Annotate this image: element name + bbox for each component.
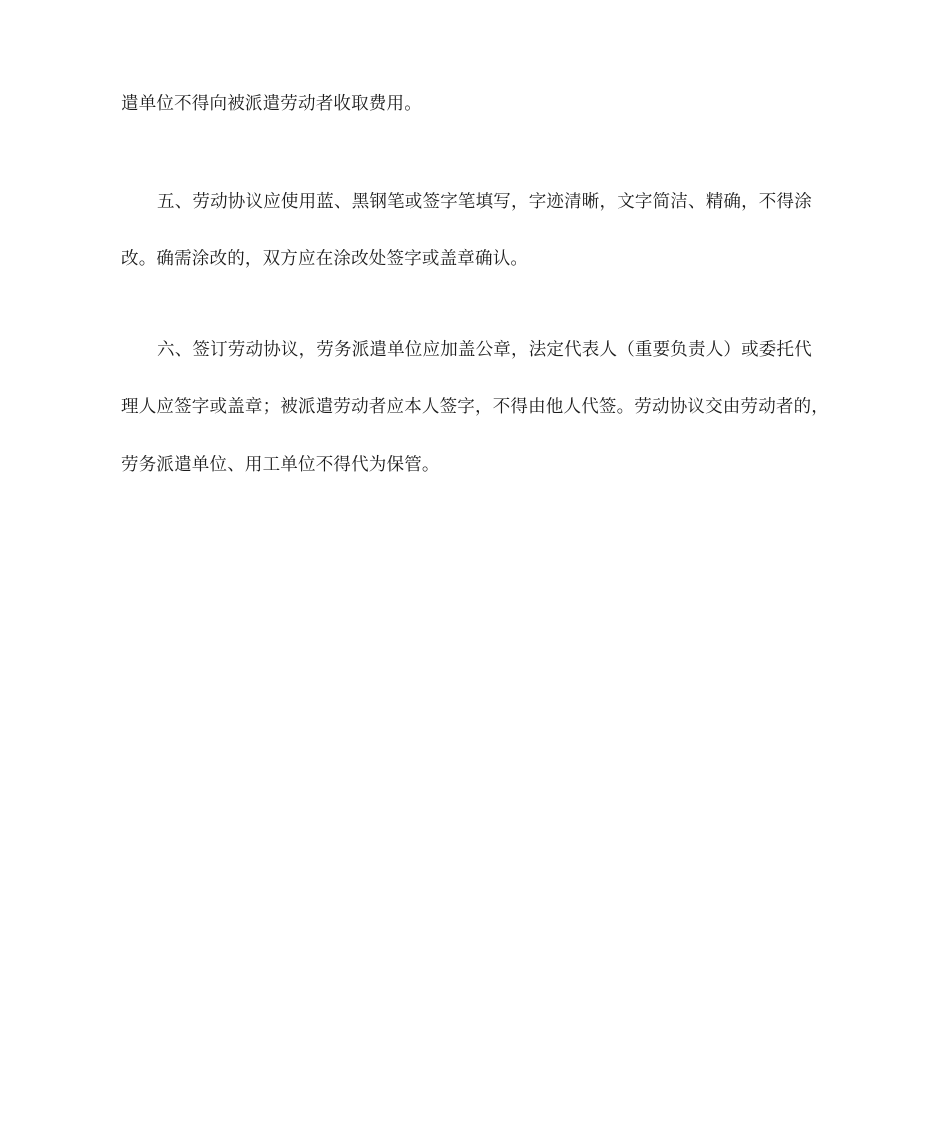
paragraph-six-line-3: 劳务派遣单位、用工单位不得代为保管。 <box>121 455 440 475</box>
paragraph-continued-line-1: 遣单位不得向被派遣劳动者收取费用。 <box>121 94 422 114</box>
paragraph-five-line-1: 五、劳动协议应使用蓝、黑钢笔或签字笔填写，字迹清晰，文字简洁、精确，不得涂 <box>157 192 812 212</box>
paragraph-five-line-2: 改。确需涂改的，双方应在涂改处签字或盖章确认。 <box>121 249 529 269</box>
paragraph-six-line-1: 六、签订劳动协议，劳务派遣单位应加盖公章，法定代表人（重要负责人）或委托代 <box>157 340 812 360</box>
paragraph-six-line-2: 理人应签字或盖章；被派遣劳动者应本人签字，不得由他人代签。劳动协议交由劳动者的， <box>121 397 829 417</box>
